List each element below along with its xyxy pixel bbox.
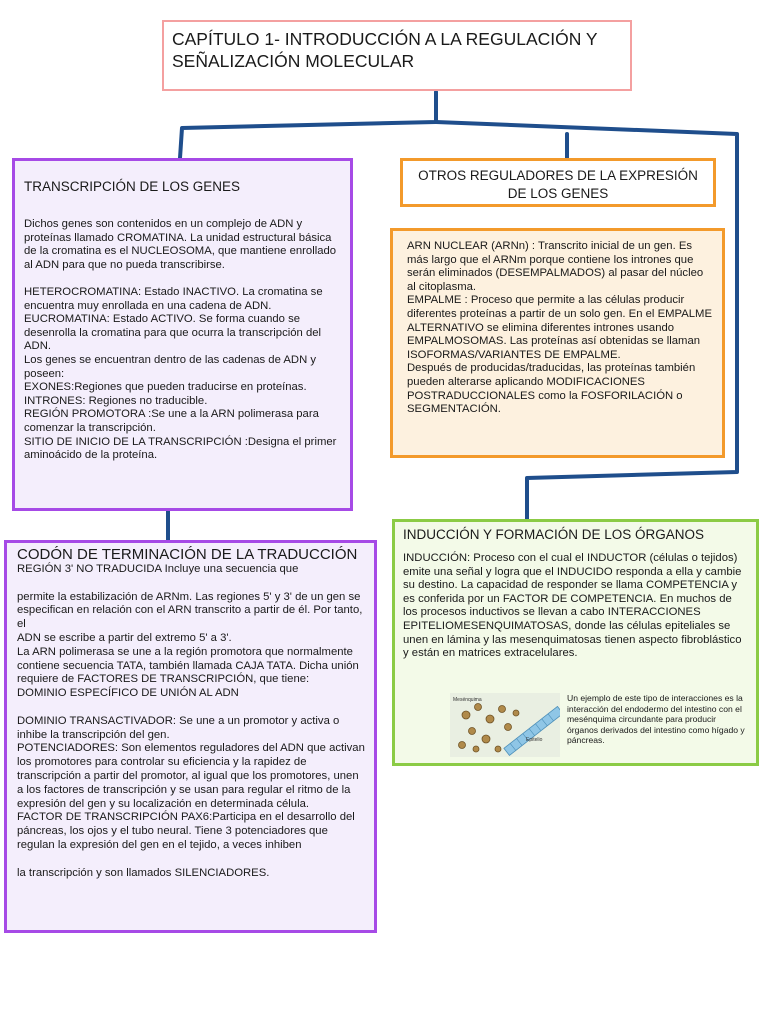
transcripcion-body: Dichos genes son contenidos en un complejo de ADN y proteínas llamado CROMATINA. La unidad estructural básica de la cromatina es el NUCLEOSOMA, que mantiene enrollado al ADN para que no pueda transcribirse. HETEROCROMATINA: Estado INACTIVO. La cromatina se encuentra muy enrollada en una cadena de ADN. EUCROMATINA: Estado ACTIVO. Se forma cuando se desenrolla la cromatina para que ocurra la transcripción del ADN. Los genes se encuentran dentro de las cadenas de ADN y poseen: EXONES:Regiones que pueden traducirse en proteínas. INTRONES: Regiones no traducible. REGIÓN PROMOTORA :Se une a la ARN polimerasa para comenzar la transcripción. SITIO DE INICIO DE LA TRANSCRIPCIÓN :Designa el primer aminoácido de la proteína. [24, 218, 337, 462]
figure-caption: Un ejemplo de este tipo de interacciones es la interacción del endodermo del intestino con el mesénquima circundante para producir órganos derivados del intestino como hígado y páncreas. [567, 693, 745, 746]
otros-heading-box [400, 158, 716, 207]
otros-heading: OTROS REGULADORES DE LA EXPRESIÓN DE LOS GENES [418, 168, 698, 201]
induccion-body: INDUCCIÓN: Proceso con el cual el INDUCTOR (células o tejidos) emite una señal y logra que el INDUCIDO responda a ella y cambie su destino. La capacidad de responder se llama COMPETENCIA y es conferida por un FACTOR DE COMPETENCIA. En muchos de los procesos inductivos se llevan a cabo INTERACCIONES EPITELIOMESENQUIMATOSAS, donde las células epiteliales se unen en lámina y las mesenquimatosas tienen aspecto fibroblástico y están en matrices extracelulares. [403, 552, 742, 660]
epitelio-label: Epitelio [526, 737, 543, 743]
induccion-figure [450, 690, 750, 760]
otros-body: ARN NUCLEAR (ARNn) : Transcrito inicial de un gen. Es más largo que el ARNm porque contiene los intrones que serán eliminados (DESEMPALMADOS) al pasar del núcleo al citoplasma. EMPALME : Proceso que permite a las células producir diferentes proteínas a partir de un solo gen. En el EMPALME ALTERNATIVO se elimina diferentes intrones usando EMPALMOSOMAS. Las proteínas así obtenidas se llaman ISOFORMAS/VARIANTES DE EMPALME. Después de producidas/traducidas, las proteínas también pueden alterarse aplicando MODIFICACIONES POSTRADUCCIONALES como la FOSFORILACIÓN o SEGMENTACIÓN. [407, 240, 712, 416]
otros-box [390, 228, 725, 458]
epithelial-mesenchymal-illustration [450, 693, 560, 757]
transcripcion-box [12, 158, 353, 511]
codon-heading: CODÓN DE TERMINACIÓN DE LA TRADUCCIÓN [17, 546, 358, 563]
mesenquima-label: Mesénquima [453, 697, 482, 703]
title-box [162, 20, 632, 91]
codon-body: REGIÓN 3' NO TRADUCIDA Incluye una secuencia que permite la estabilización de ARNm. Las regiones 5' y 3' de un gen se especifican en relación con el ARN transcrito a partir de él. Por tanto, el ADN se escribe a partir del extremo 5' a 3'. La ARN polimerasa se une a la región promotora que normalmente contiene secuencia TATA, también llamada CAJA TATA. Dicha unión requiere de FACTORES DE TRANSCRIPCIÓN, que tiene: DOMINIO ESPECÍFICO DE UNIÓN AL ADN DOMINIO TRANSACTIVADOR: Se une a un promotor y activa o inhibe la transcripción del gen. POTENCIADORES: Son elementos reguladores del ADN que activan los promotores para controlar su eficiencia y la rapidez de transcripción a partir del promotor, al igual que los promotores, unen a los factores de transcripción y se usan para regular el ritmo de la expresión del gen y su localización en determinada célula. FACTOR DE TRANSCRIPCIÓN PAX6:Participa en el desarrollo del páncreas, los ojos y el tubo neural. Tiene 3 potenciadores que regulan la expresión del gen en el tejido, a veces inhiben la transcripción y son llamados SILENCIADORES. [17, 563, 365, 879]
transcripcion-heading: TRANSCRIPCIÓN DE LOS GENES [24, 179, 241, 194]
page-title: CAPÍTULO 1- INTRODUCCIÓN A LA REGULACIÓN Y SEÑALIZACIÓN MOLECULAR [172, 29, 598, 71]
induccion-heading: INDUCCIÓN Y FORMACIÓN DE LOS ÓRGANOS [403, 527, 705, 542]
codon-box [4, 540, 377, 933]
induccion-box [392, 519, 759, 766]
